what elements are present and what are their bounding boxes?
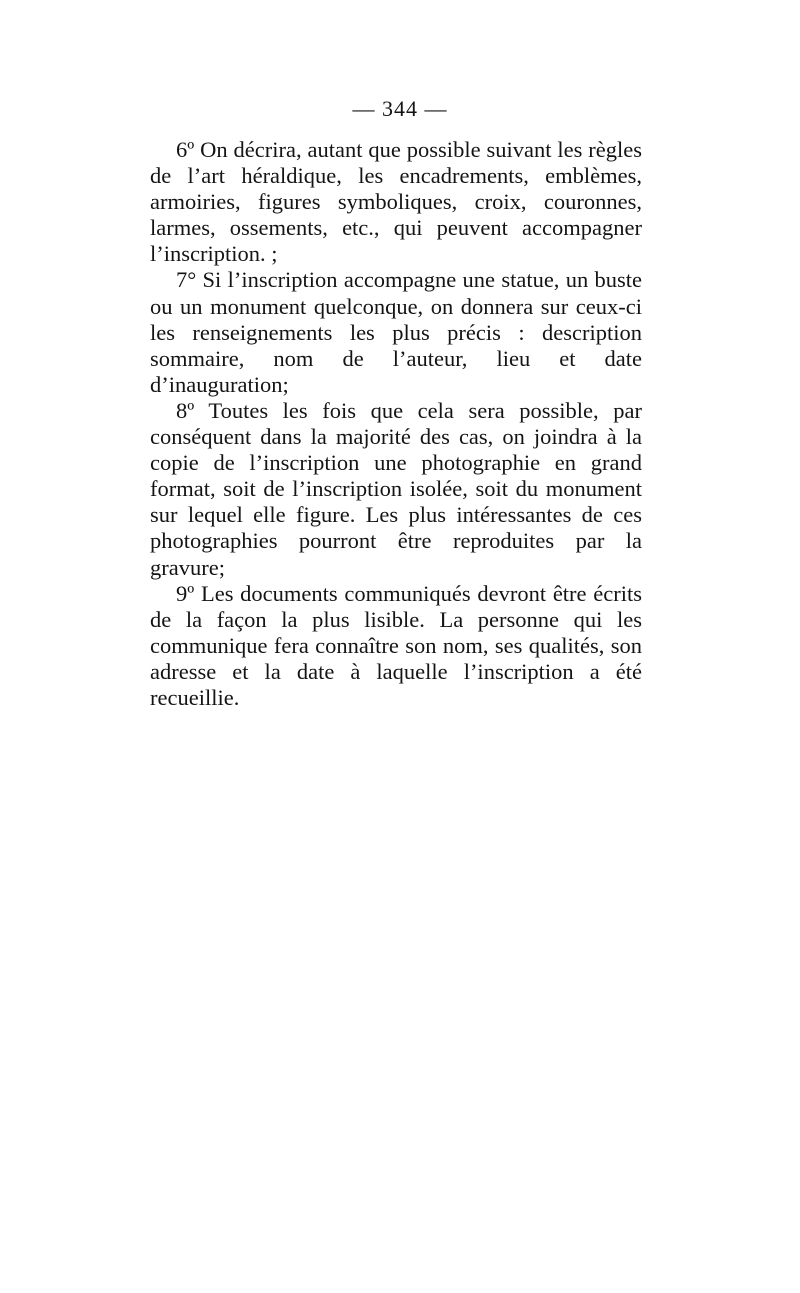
paragraph-6: 6º On décrira, autant que possible suivant les règles de l’art héraldique, les encadrements, emblèmes, armoiries, figures symboliques, croix, couronnes, larmes, ossements, etc., qui peuvent accompagner l’inscription. ;: [150, 137, 642, 267]
paragraph-7: 7° Si l’inscription accompagne une statue, un buste ou un monument quelconque, on donnera sur ceux-ci les renseignements les plus précis : description sommaire, nom de l’auteur, lieu et date d’inauguration;: [150, 267, 642, 397]
body-text: [150, 137, 642, 711]
paragraph-9: 9º Les documents communiqués devront être écrits de la façon la plus lisible. La personne qui les communique fera connaître son nom, ses qualités, son adresse et la date à laquelle l’inscription a été recueillie.: [150, 580, 642, 710]
paragraph-8: 8º Toutes les fois que cela sera possible, par conséquent dans la majorité des cas, on joindra à la copie de l’inscription une photographie en grand format, soit de l’inscription isolée, soit du monument sur lequel elle figure. Les plus intéressantes de ces photographies pourront être reproduites par la gravure;: [150, 397, 642, 580]
page-number: — 344 —: [352, 96, 448, 121]
